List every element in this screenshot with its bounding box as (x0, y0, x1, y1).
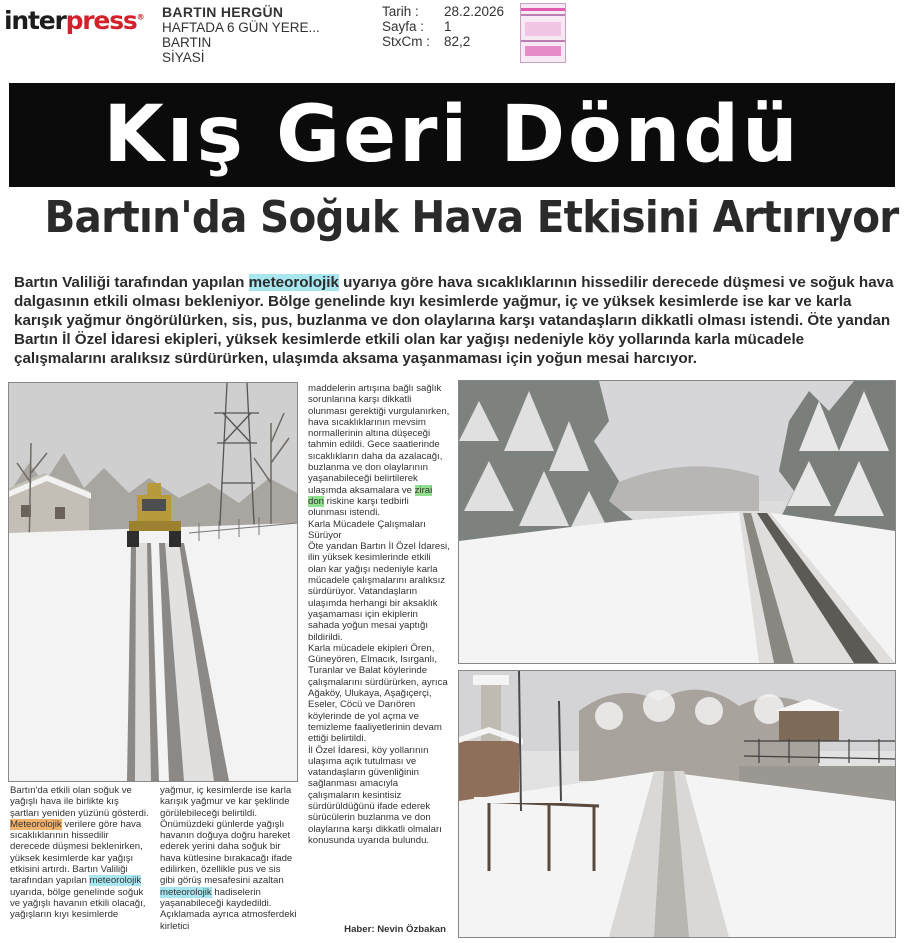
detail-value: 28.2.2026 (444, 4, 505, 19)
byline: Haber: Nevin Özbakan (344, 924, 446, 935)
highlight-keyword: meteorolojik (89, 875, 142, 887)
forest-road-image (459, 381, 895, 663)
lead-highlight: meteorolojik (248, 274, 339, 291)
thumbnail-band (521, 8, 565, 11)
logo-part-2: press (65, 6, 137, 35)
column-paragraph: Öte yandan Bartın İl Özel İdaresi, ilin yüksek kesimlerinde etkili olan kar yağışı nedeniyle karla mücadele çalışmalarını aralıksız sürdürüyor. Vatandaşların ulaşımda herhangi bir aksaklık yaşamaması için ekiplerin sahada yoğun mesai yaptığı bildirildi. (308, 541, 450, 643)
column-text: uyarıda, bölge genelinde soğuk ve yağışlı havanın etkili olacağı, yağışların kıyı kesimlerde (10, 886, 146, 921)
lead-paragraph (14, 273, 894, 368)
detail-value: 82,2 (444, 34, 471, 49)
photo-forest-road (458, 380, 896, 664)
article-column-2 (160, 785, 298, 932)
column-text: riskine karşı tedbirli olunması istendi. (308, 495, 409, 519)
page-thumbnail[interactable] (520, 3, 566, 63)
subheadline: Bartın'da Soğuk Hava Etkisini Artırıyor (44, 192, 899, 243)
article-column-1 (10, 785, 150, 921)
publication-name: BARTIN HERGÜN (162, 4, 284, 20)
column-text: hadiselerin yaşanabileceği kaydedildi. Açıklamada ayrıca atmosferdeki kirletici (160, 886, 297, 932)
detail-label: Sayfa : (382, 19, 425, 34)
column-text: Bartın'da etkili olan soğuk ve yağışlı hava ile birlikte kış şartları yeniden yüzünü gösterdi. (10, 785, 149, 819)
column-paragraph: Karla mücadele ekipleri Ören, Güneyören, Elmacık, Isırganlı, Turanlar ve Balat köylerinde çalışmalarını sürdürürken, ayrıca Ağaköy, Ulukaya, Aşağıçerçi, Eseler, Cöcü ve Darıören köylerinde de yol açma ve temizleme faaliyetlerinin devam ettiği belirtildi. (308, 642, 448, 745)
logo-registered-mark: ® (136, 12, 144, 22)
thumbnail-band (525, 22, 561, 36)
publication-region: BARTIN (162, 35, 212, 50)
publication-category: SİYASİ (162, 50, 205, 65)
logo-part-1: inter (4, 6, 66, 35)
detail-value: 1 (444, 19, 452, 34)
lead-text: Bartın Valiliği tarafından yapılan (14, 274, 249, 291)
highlight-keyword: meteorolojik (160, 886, 212, 898)
column-paragraph (308, 383, 450, 519)
detail-label: StxCm : (382, 34, 431, 49)
article-column-3 (308, 383, 450, 846)
photo-snow-plow (8, 382, 298, 782)
detail-row-date (382, 4, 504, 19)
column-paragraph: İl Özel İdaresi, köy yollarının ulaşıma açık tutulması ve vatandaşların güvenliğinin sağlanması amacıyla çalışmaların kesintisiz sürdürüldüğünü ifade ederek sürücülerin buzlanma ve don olaylarına karşı dikkatli olmaları konusunda uyarıda bulundu. (308, 744, 442, 846)
column-text: verilere göre hava sıcaklıklarının hissedilir derecede düşmesi beklenirken, yüksek kesimlerde kar yağışı etkisini artırdı. Bartın Valiliği tarafından yapılan (10, 818, 143, 887)
thumbnail-band (525, 46, 561, 56)
column-text: maddelerin artışına bağlı sağlık sorunlarına karşı dikkatli olunması gerektiği vurgulanırken, hava sıcaklıklarının mevsim normallerinin altına düşeceği tahmin edildi. Gece saatlerinde sıcaklıkların daha da azalacağı, buzlanma ve don olaylarının yaşanabileceği belirtilerek ulaşımda aksamalara ve (308, 383, 450, 496)
thumbnail-band (521, 14, 565, 16)
interpress-logo (4, 6, 143, 35)
lead-text: uyarıya göre hava sıcaklıklarının hissedilir derecede düşmesi ve soğuk hava dalgasının etkili olması bekleniyor. Bölge genelinde kıyı kesimlerde yağmur, iç ve yüksek kesimlerde ise kar ve karla karışık yağmur öngörülürken, sis, pus, buzlanma ve don olaylarına karşı vatandaşların dikkatli olması istendi. Öte yandan Bartın İl Özel İdaresi ekipleri, yüksek kesimlerde etkili olan kar yağışı nedeniyle köy yollarında karla mücadele çalışmalarını aralıksız sürdürürken, ulaşımda aksama yaşanmaması için yoğun mesai harcıyor. (14, 274, 894, 367)
highlight-keyword: zirai don (308, 484, 433, 507)
thumbnail-band (521, 40, 565, 42)
village-road-image (459, 671, 895, 937)
publication-frequency: HAFTADA 6 GÜN YERE... (162, 20, 320, 35)
publication-info (162, 5, 320, 65)
column-text: yağmur, iç kesimlerde ise karla karışık yağmur ve kar şeklinde görülebileceği belirtildi. Önümüzdeki günlerde yağışlı havanın doğuya doğru hareket ederek yerini daha soğuk bir hava kütlesine bırakacağı ifade edilirken, özellikle pus ve sis gibi görüş mesafesini azaltan (160, 785, 293, 887)
highlight-keyword: Meteorolojik (10, 818, 62, 830)
headline-banner (9, 83, 895, 187)
headline: Kış Geri Döndü (103, 90, 801, 180)
detail-row-size (382, 34, 504, 49)
snow-plow-image (9, 383, 297, 781)
section-heading: Karla Mücadele Çalışmaları Sürüyor (308, 518, 426, 541)
detail-row-page (382, 19, 504, 34)
photo-village-road (458, 670, 896, 938)
clipping-details (382, 4, 504, 49)
detail-label: Tarih : (382, 4, 419, 19)
